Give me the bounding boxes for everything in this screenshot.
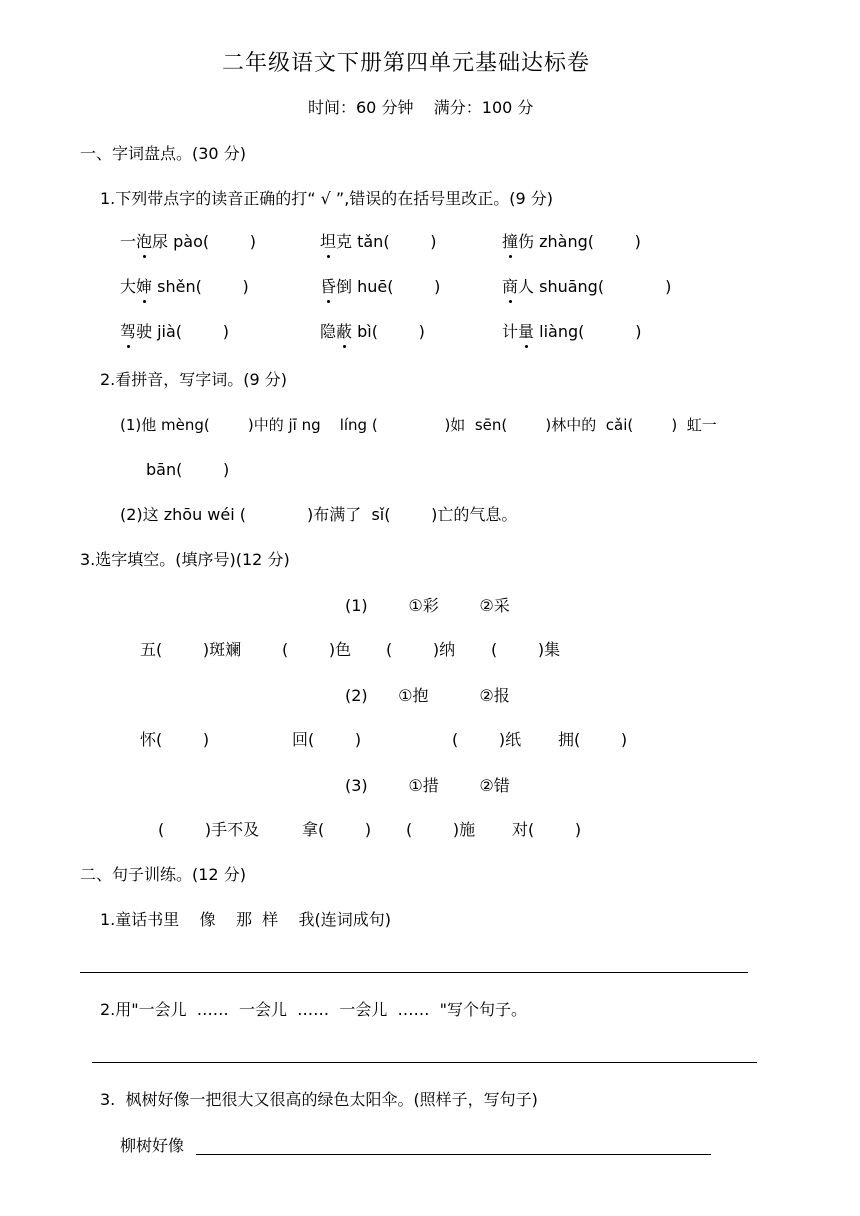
fill-blank: 怀( ) bbox=[140, 730, 210, 749]
question-3-prompt: 3.选字填空。(填序号)(12 分) bbox=[80, 550, 290, 569]
pinyin-item: 隐蔽 bì( ) bbox=[320, 322, 425, 341]
exam-time-info: 时间：60 分钟 满分：100 分 bbox=[308, 98, 534, 117]
choice-options: (3) ①措 ②错 bbox=[345, 776, 510, 795]
answer-line-3[interactable] bbox=[196, 1154, 711, 1155]
fill-blank: 五( )斑斓 bbox=[140, 640, 242, 659]
pinyin-item: 坦克 tǎn( ) bbox=[320, 232, 437, 251]
question-2-prompt: 2.看拼音，写字词。(9 分) bbox=[100, 370, 288, 389]
choice-options: (1) ①彩 ②采 bbox=[345, 596, 510, 615]
page-title: 二年级语文下册第四单元基础达标卷 bbox=[222, 51, 591, 76]
question-1-prompt: 1.下列带点字的读音正确的打“ √ ”,错误的在括号里改正。(9 分) bbox=[100, 189, 554, 208]
section-heading-1: 一、字词盘点。(30 分) bbox=[80, 144, 246, 163]
pinyin-item: 大婶 shěn( ) bbox=[120, 277, 249, 296]
fill-blank: 对( ) bbox=[512, 820, 582, 839]
fill-blank: 回( ) bbox=[292, 730, 362, 749]
choice-options: (2) ①抱 ②报 bbox=[345, 686, 510, 705]
question-2-line-1-continued: bān( ) bbox=[146, 460, 230, 479]
pinyin-item: 驾驶 jià( ) bbox=[120, 322, 229, 341]
answer-line-2[interactable] bbox=[92, 1062, 757, 1063]
fill-blank: 拥( ) bbox=[558, 730, 628, 749]
sentence-question-3: 3. 枫树好像一把很大又很高的绿色太阳伞。(照样子，写句子) bbox=[100, 1090, 538, 1109]
question-2-line-1: (1)他 mèng( )中的 jī ng líng ( )如 sēn( )林中的 cǎi( ) 虹一 bbox=[120, 416, 717, 434]
sentence-question-1: 1.童话书里 像 那 样 我(连词成句) bbox=[100, 910, 391, 929]
fill-blank: ( )色 bbox=[282, 640, 352, 659]
fill-blank: ( )纸 bbox=[452, 730, 522, 749]
sentence-question-2: 2.用"一会儿 …… 一会儿 …… 一会儿 …… "写个句子。 bbox=[100, 1000, 528, 1019]
fill-blank: ( )集 bbox=[491, 640, 561, 659]
answer-line-1[interactable] bbox=[80, 972, 748, 973]
pinyin-item: 撞伤 zhàng( ) bbox=[502, 232, 641, 251]
pinyin-item: 一泡尿 pào( ) bbox=[120, 232, 257, 251]
pinyin-item: 商人 shuāng( ) bbox=[502, 277, 672, 296]
fill-blank: 拿( ) bbox=[302, 820, 372, 839]
section-heading-2: 二、句子训练。(12 分) bbox=[80, 865, 246, 884]
fill-blank: ( )手不及 bbox=[158, 820, 260, 839]
sentence-answer-prefix: 柳树好像 bbox=[120, 1136, 185, 1155]
pinyin-item: 计量 liàng( ) bbox=[502, 322, 642, 341]
pinyin-item: 昏倒 huē( ) bbox=[320, 277, 441, 296]
fill-blank: ( )纳 bbox=[386, 640, 456, 659]
question-2-line-2: (2)这 zhōu wéi ( )布满了 sǐ( )亡的气息。 bbox=[120, 505, 518, 524]
fill-blank: ( )施 bbox=[406, 820, 476, 839]
